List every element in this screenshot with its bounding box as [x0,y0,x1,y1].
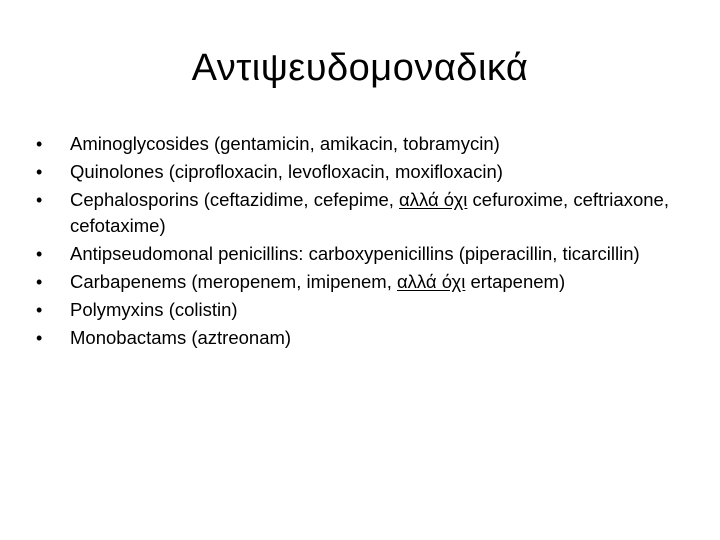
bullet-text: cefuroxime, ceftriaxone, cefotaxime) [70,189,669,236]
bullet-text: Carbapenems (meropenem, imipenem, [70,271,397,292]
bullet-item [36,131,696,157]
bullet-text: Cephalosporins (ceftazidime, cefepime, [70,189,400,210]
bullet-text: Polymyxins (colistin) [70,299,238,320]
bullet-text: Antipseudomonal penicillins: carboxypenicillins (piperacillin, ticarcillin) [70,243,640,264]
emphasis-text: αλλά όχι [399,189,468,210]
bullet-dot-icon: • [36,190,43,210]
bullet-dot-icon: • [36,162,43,182]
bullet-item [36,241,696,267]
bullet-text: Quinolones (ciprofloxacin, levofloxacin, moxifloxacin) [70,161,503,182]
bullet-text: Aminoglycosides (gentamicin, amikacin, tobramycin) [70,133,500,154]
bullet-item [36,269,696,295]
bullet-dot-icon: • [36,272,43,292]
emphasis-text: αλλά όχι [396,271,466,292]
bullet-text: Monobactams (aztreonam) [70,327,292,348]
bullet-dot-icon: • [36,300,43,320]
bullet-list [36,131,696,353]
bullet-dot-icon: • [36,328,43,348]
bullet-dot-icon: • [36,244,43,264]
bullet-item [36,297,696,323]
bullet-item [36,159,696,185]
bullet-text: ertapenem) [465,271,566,292]
slide-title: Αντιψευδομοναδικά [191,47,529,89]
bullet-dot-icon: • [36,134,43,154]
bullet-item [36,187,696,239]
bullet-item [36,325,696,351]
